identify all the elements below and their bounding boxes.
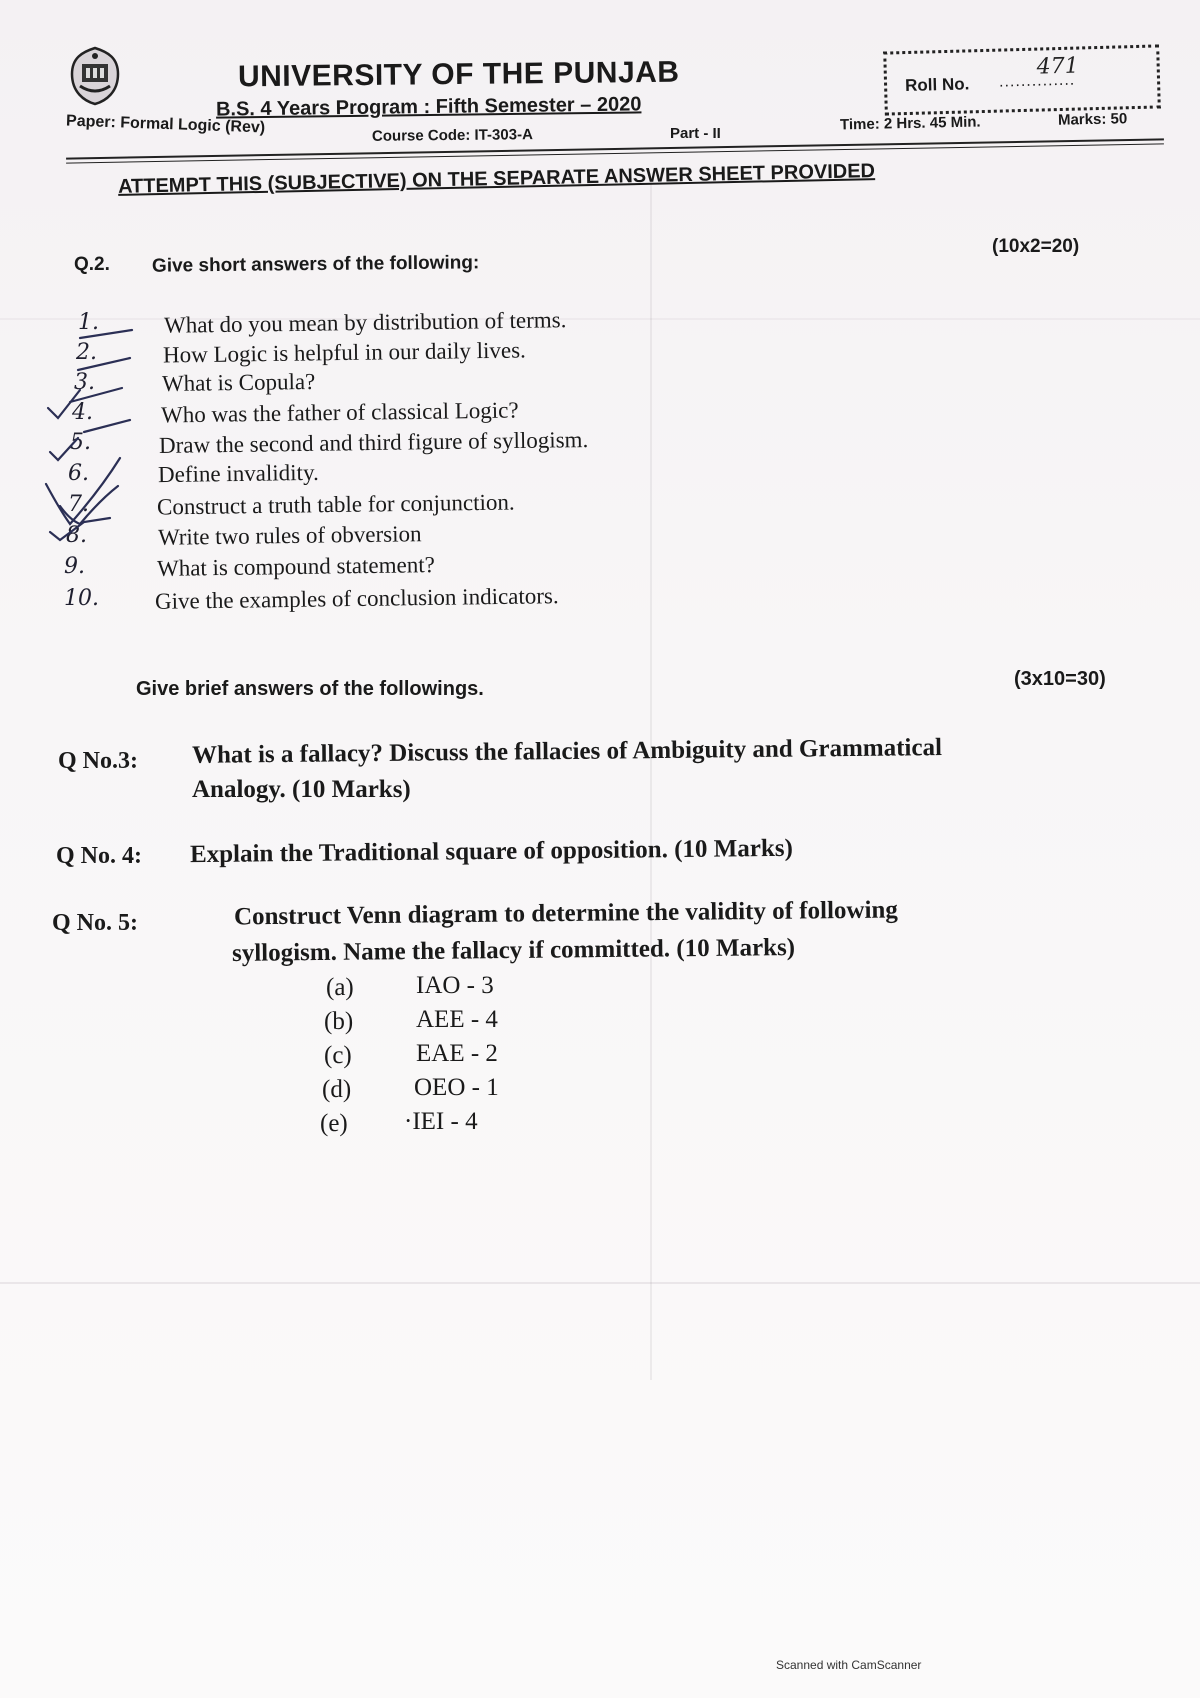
roll-number-label: Roll No. bbox=[904, 74, 970, 96]
instruction-line: ATTEMPT THIS (SUBJECTIVE) ON THE SEPARATE ANSWER SHEET PROVIDED bbox=[117, 160, 876, 198]
part-label: Part - II bbox=[670, 125, 721, 142]
question-label: Q No. 4: bbox=[56, 843, 142, 869]
item-number: 7. bbox=[68, 492, 89, 517]
sub-part-letter: (b) bbox=[324, 1008, 354, 1035]
sub-part-letter: (a) bbox=[326, 974, 354, 1001]
sub-part-letter: (e) bbox=[320, 1110, 348, 1137]
header-divider bbox=[66, 138, 1164, 159]
section-marks: (3x10=30) bbox=[1014, 668, 1106, 690]
header-divider bbox=[66, 143, 1164, 163]
list-item: Give the examples of conclusion indicators. bbox=[154, 583, 559, 614]
question-text: Explain the Traditional square of opposition. (10 Marks) bbox=[189, 834, 793, 869]
time-allowed: Time: 2 Hrs. 45 Min. bbox=[839, 113, 981, 134]
question-marks: (10x2=20) bbox=[992, 236, 1080, 257]
sub-part-letter: (c) bbox=[324, 1042, 352, 1069]
question-label: Q No.3: bbox=[58, 748, 138, 774]
university-logo bbox=[68, 46, 122, 106]
item-number: 5. bbox=[70, 430, 91, 455]
list-item: What is compound statement? bbox=[156, 552, 435, 581]
university-name: UNIVERSITY OF THE PUNJAB bbox=[237, 55, 680, 94]
item-number: 1. bbox=[78, 310, 99, 335]
section-heading: Give brief answers of the followings. bbox=[136, 678, 484, 700]
list-item: What do you mean by distribution of terms. bbox=[163, 307, 567, 338]
list-item: Who was the father of classical Logic? bbox=[160, 397, 519, 428]
question-heading: Give short answers of the following: bbox=[151, 252, 480, 277]
question-text: Construct Venn diagram to determine the validity of following bbox=[233, 896, 898, 931]
question-text: Analogy. (10 Marks) bbox=[192, 776, 411, 803]
total-marks: Marks: 50 bbox=[1057, 110, 1128, 129]
list-item: Construct a truth table for conjunction. bbox=[156, 489, 515, 520]
course-code: Course Code: IT-303-A bbox=[371, 126, 533, 145]
question-text: syllogism. Name the fallacy if committed. (10 Marks) bbox=[231, 934, 796, 967]
program-title: B.S. 4 Years Program : Fifth Semester – 2020 bbox=[215, 93, 642, 121]
item-number: 4. bbox=[72, 400, 93, 425]
item-number: 8. bbox=[66, 523, 87, 548]
roll-number-value: 471 bbox=[1036, 53, 1079, 80]
item-number: 6. bbox=[68, 461, 89, 486]
list-item: Write two rules of obversion bbox=[157, 521, 422, 550]
list-item: Define invalidity. bbox=[157, 459, 319, 488]
scanner-watermark: Scanned with CamScanner bbox=[776, 1658, 922, 1672]
fold-line bbox=[0, 1282, 1200, 1284]
sub-part-value: AEE - 4 bbox=[416, 1006, 498, 1033]
list-item: How Logic is helpful in our daily lives. bbox=[162, 337, 526, 368]
item-number: 10. bbox=[64, 586, 99, 611]
list-item: What is Copula? bbox=[161, 368, 316, 397]
sub-part-value: ·IEI - 4 bbox=[404, 1108, 478, 1135]
fold-line bbox=[650, 180, 652, 1380]
sub-part-value: IAO - 3 bbox=[416, 972, 494, 999]
paper-name: Paper: Formal Logic (Rev) bbox=[65, 112, 266, 137]
sub-part-value: EAE - 2 bbox=[416, 1040, 498, 1067]
question-number: Q.2. bbox=[74, 254, 110, 275]
item-number: 9. bbox=[64, 554, 85, 579]
list-item: Draw the second and third figure of syllogism. bbox=[158, 427, 589, 458]
item-number: 2. bbox=[76, 340, 97, 365]
sub-part-letter: (d) bbox=[322, 1076, 352, 1103]
roll-number-dots: .............. bbox=[998, 71, 1076, 91]
roll-number-box bbox=[883, 44, 1161, 115]
question-text: What is a fallacy? Discuss the fallacies of Ambiguity and Grammatical bbox=[191, 734, 943, 769]
question-label: Q No. 5: bbox=[52, 910, 138, 936]
item-number: 3. bbox=[74, 370, 95, 395]
sub-part-value: OEO - 1 bbox=[414, 1074, 499, 1101]
handwritten-tick-marks bbox=[40, 310, 150, 600]
